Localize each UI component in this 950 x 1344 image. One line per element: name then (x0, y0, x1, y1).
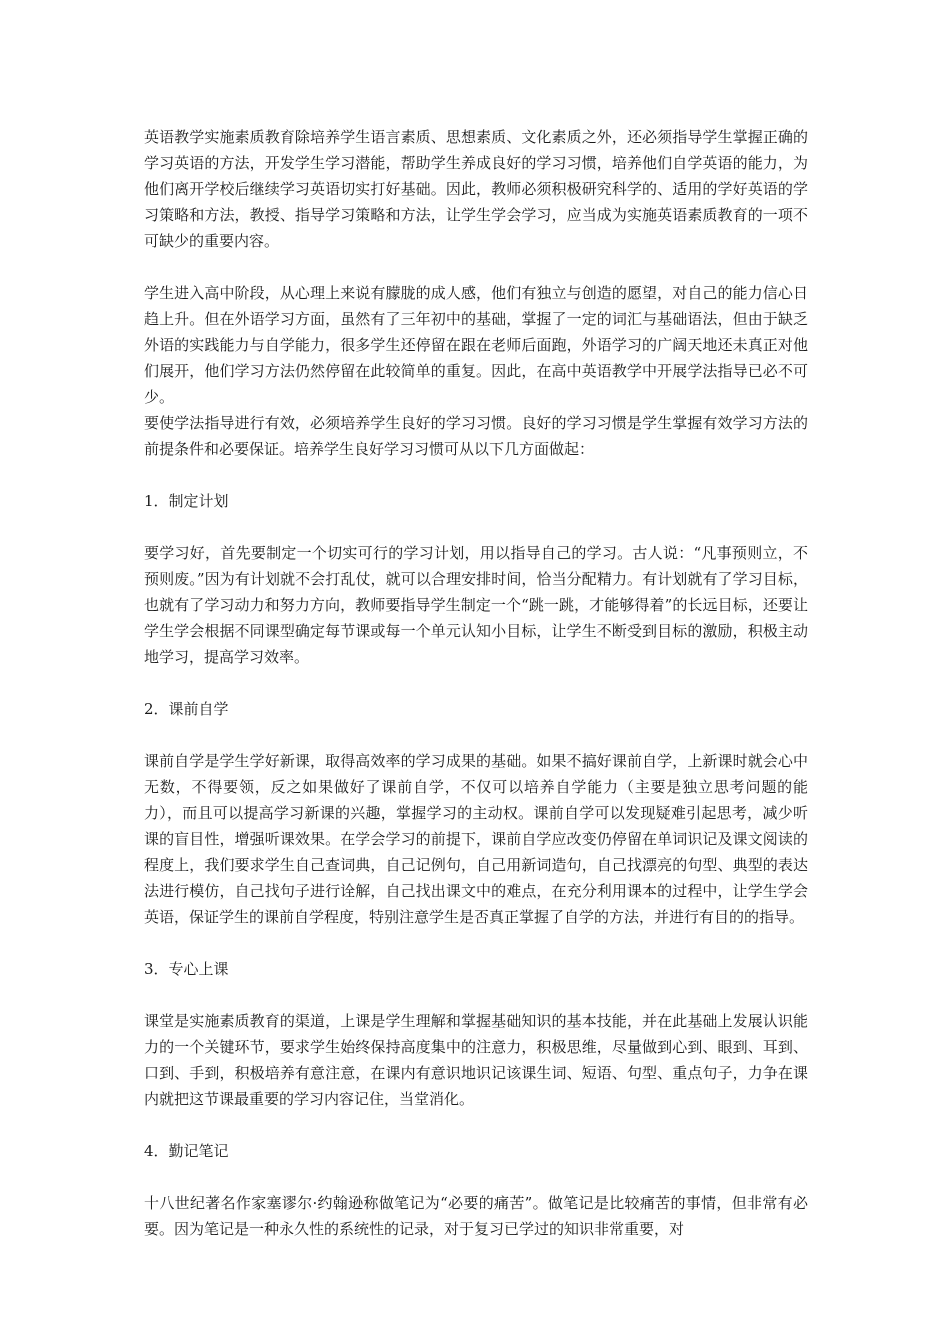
paragraph-gap (144, 982, 808, 1008)
paragraph-plan: 要学习好，首先要制定一个切实可行的学习计划，用以指导自己的学习。古人说：“凡事预则立，不预则废。”因为有计划就不会打乱仗，就可以合理安排时间，恰当分配精力。有计划就有了学习目标，也就有了学习动力和努力方向，教师要指导学生制定一个“跳一跳，才能够得着”的长远目标，还要让学生学会根据不同课型确定每节课或每一个单元认知小目标，让学生不断受到目标的激励，积极主动地学习，提高学习效率。 (144, 544, 808, 666)
paragraph-habits: 要使学法指导进行有效，必须培养学生良好的学习习惯。良好的学习习惯是学生掌握有效学习方法的前提条件和必要保证。培养学生良好学习习惯可从以下几方面做起： (144, 414, 808, 458)
paragraph-gap (144, 1112, 808, 1138)
paragraph-gap (144, 722, 808, 748)
document-body (144, 124, 808, 1242)
paragraph-gap (144, 670, 808, 696)
section-heading-notes: 4．勤记笔记 (144, 1142, 229, 1160)
paragraph-high-school: 学生进入高中阶段，从心理上来说有朦胧的成人感，他们有独立与创造的愿望，对自己的能力信心日趋上升。但在外语学习方面，虽然有了三年初中的基础，掌握了一定的词汇与基础语法，但由于缺乏外语的实践能力与自学能力，很多学生还停留在跟在老师后面跑，外语学习的广阔天地还未真正对他们展开，他们学习方法仍然停留在此较简单的重复。因此，在高中英语教学中开展学法指导已必不可少。 (144, 284, 808, 406)
paragraph-notes: 十八世纪著名作家塞谬尔·约翰逊称做笔记为“必要的痛苦”。做笔记是比较痛苦的事情，但非常有必要。因为笔记是一种永久性的系统性的记录，对于复习已学过的知识非常重要，对 (144, 1194, 808, 1238)
section-heading-plan: 1．制定计划 (144, 492, 229, 510)
paragraph-gap (144, 930, 808, 956)
paragraph-preview: 课前自学是学生学好新课，取得高效率的学习成果的基础。如果不搞好课前自学，上新课时就会心中无数，不得要领，反之如果做好了课前自学，不仅可以培养自学能力（主要是独立思考问题的能力），而且可以提高学习新课的兴趣，掌握学习的主动权。课前自学可以发现疑难引起思考，减少听课的盲目性，增强听课效果。在学会学习的前提下，课前自学应改变仍停留在单词识记及课文阅读的程度上，我们要求学生自己查词典，自己记例句，自己用新词造句，自己找漂亮的句型、典型的表达法进行模仿，自己找句子进行诠解，自己找出课文中的难点，在充分利用课本的过程中，让学生学会英语，保证学生的课前自学程度，特别注意学生是否真正掌握了自学的方法，并进行有目的的指导。 (144, 752, 808, 926)
paragraph-gap (144, 514, 808, 540)
paragraph-gap (144, 1164, 808, 1190)
paragraph-intro: 英语教学实施素质教育除培养学生语言素质、思想素质、文化素质之外，还必须指导学生掌握正确的学习英语的方法，开发学生学习潜能，帮助学生养成良好的学习习惯，培养他们自学英语的能力，为他们离开学校后继续学习英语切实打好基础。因此，教师必须积极研究科学的、适用的学好英语的学习策略和方法，教授、指导学习策略和方法，让学生学会学习，应当成为实施英语素质教育的一项不可缺少的重要内容。 (144, 128, 808, 250)
paragraph-gap (144, 254, 808, 280)
section-heading-preview: 2．课前自学 (144, 700, 229, 718)
paragraph-gap (144, 462, 808, 488)
section-heading-class: 3．专心上课 (144, 960, 229, 978)
paragraph-class: 课堂是实施素质教育的渠道，上课是学生理解和掌握基础知识的基本技能，并在此基础上发展认识能力的一个关键环节，要求学生始终保持高度集中的注意力，积极思维，尽量做到心到、眼到、耳到、口到、手到，积极培养有意注意，在课内有意识地识记该课生词、短语、句型、重点句子，力争在课内就把这节课最重要的学习内容记住，当堂消化。 (144, 1012, 808, 1108)
